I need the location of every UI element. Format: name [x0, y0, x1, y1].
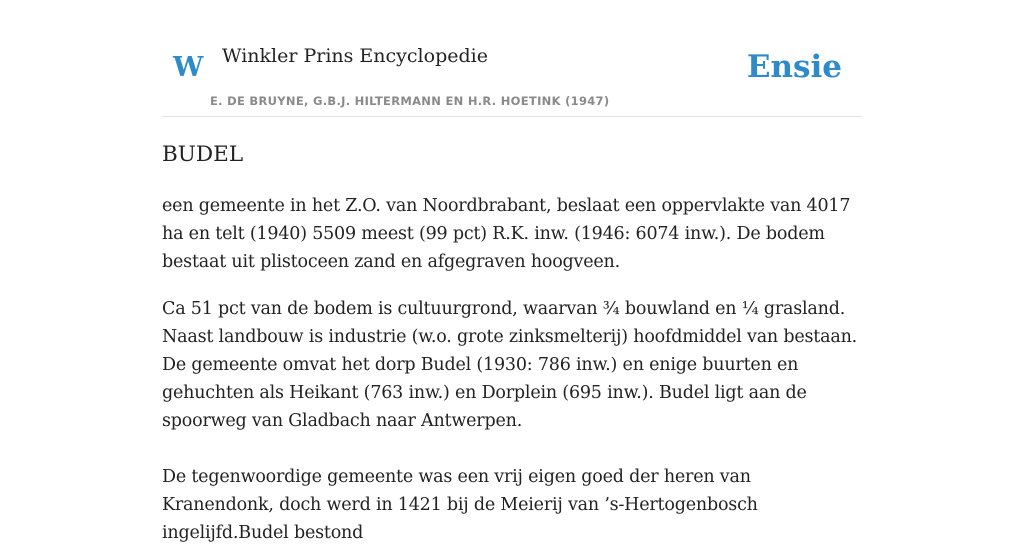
article-paragraph: De tegenwoordige gemeente was een vrij eigen goed der heren van Kranendonk, doch werd in 1421 bij de Meierij van ’s-Hertogenbosch ingelijfd.Budel bestond [162, 467, 758, 543]
ensie-brand-logo[interactable]: Ensie [746, 49, 842, 85]
encyclopedia-authors: E. DE BRUYNE, G.B.J. HILTERMANN EN H.R. HOETINK (1947) [210, 94, 610, 108]
article-paragraph: Ca 51 pct van de bodem is cultuurgrond, waarvan ¾ bouwland en ¼ grasland. Naast landbouw is industrie (w.o. grote zinksmelterij) hoofdmiddel van bestaan. De gemeente omvat het dorp Budel (1930: 786 inw.) en enige buurten en gehuchten als Heikant (763 inw.) en Dorplein (695 inw.). Budel ligt aan de spoorweg van Gladbach naar Antwerpen. [162, 299, 858, 431]
encyclopedia-title[interactable]: Winkler Prins Encyclopedie [222, 45, 488, 67]
encyclopedia-logo[interactable]: W [173, 52, 204, 83]
article-title: BUDEL [162, 142, 244, 167]
site-header [162, 0, 862, 117]
article [162, 138, 862, 547]
article-paragraph: een gemeente in het Z.O. van Noordbrabant, beslaat een oppervlakte van 4017 ha en telt (1940) 5509 meest (99 pct) R.K. inw. (1946: 6074 inw.). De bodem bestaat uit plistoceen zand en afgegraven hoogveen. [162, 196, 851, 272]
